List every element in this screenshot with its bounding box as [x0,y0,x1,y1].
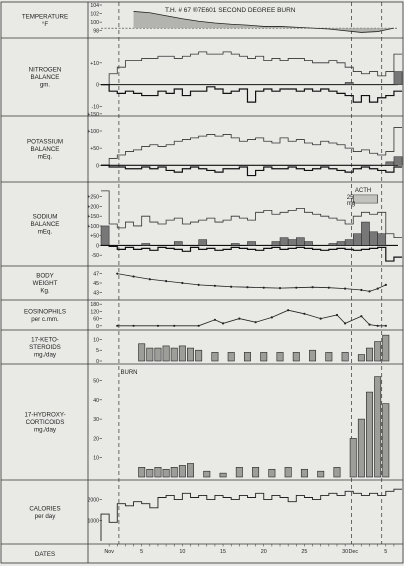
y-tick-label: 0 [96,82,99,89]
eosinophils-point [385,325,387,327]
eosinophils-point [320,318,322,320]
weight-point [198,284,200,286]
net-balance-bar [337,242,345,246]
y-tick-label: +200 [87,204,99,211]
y-tick-label: 30 [93,417,99,424]
eosinophils-point [287,309,289,311]
panel-label-nitrogen: BALANCE [30,74,60,81]
hydroxycorticoids-bar [155,467,161,477]
weight-point [328,287,330,289]
y-tick-label: +50 [90,233,99,240]
weight-point [132,275,134,277]
ketosteroids-bar [342,352,348,361]
panel-label-weight: BODY [36,272,54,280]
weight-point [344,288,346,290]
eosinophils-point [238,318,240,320]
panel-label-temperature: TEMPERATURE [21,13,69,21]
ketosteroids-bar [163,346,169,361]
weight-point [214,285,216,287]
panel-label-ketosteroids: STEROIDS [29,344,61,351]
y-tick-label: 60 [93,316,99,323]
y-tick-label: 10 [93,337,99,344]
panel-label-hydroxycorticoids: mg./day [33,426,57,434]
y-tick-label: -10 [91,104,99,111]
hydroxycorticoids-bar [163,469,169,477]
net-balance-bar [296,238,304,246]
weight-point [311,286,313,288]
panel-label-temperature: °F [41,20,49,28]
hydroxycorticoids-bar [171,467,177,477]
weight-point [385,284,387,286]
y-tick-label: -50 [91,253,99,260]
hydroxycorticoids-bar [187,463,193,477]
net-balance-bar [394,72,402,85]
ketosteroids-bar [293,352,299,361]
net-balance-bar [231,244,239,246]
ketosteroids-bar [383,335,389,361]
ketosteroids-bar [374,342,380,361]
eosinophils-point [198,325,200,327]
y-tick-label: 98 [93,28,99,35]
y-tick-label: +150 [87,111,99,118]
date-tick-label: Nov [104,549,114,555]
eosinophils-point [336,314,338,316]
panel-label-nitrogen: gm. [39,81,51,89]
net-balance-bar [394,157,402,166]
eosinophils-point [255,321,257,323]
hydroxycorticoids-bar [220,473,226,477]
eosinophils-point [368,324,370,326]
hydroxycorticoids-bar [358,419,364,477]
hydroxycorticoids-bar [204,471,210,477]
y-tick-label: 10 [93,455,99,462]
y-tick-label: +100 [87,129,99,135]
y-tick-label: 45 [93,281,99,287]
panel-label-hydroxycorticoids: 17-HYDROXY- [24,411,66,419]
panel-label-potassium: BALANCE [30,146,60,153]
y-tick-label: 40 [93,397,99,404]
eosinophils-point [173,325,175,327]
panel-label-sodium: SODIUM [32,213,58,221]
y-tick-label: 5 [96,348,99,355]
y-tick-label: +250 [87,194,99,201]
date-tick-label: 10 [179,549,186,555]
ketosteroids-bar [358,355,364,361]
hydroxycorticoids-bar [236,467,242,477]
weight-point [368,290,370,292]
hydroxycorticoids-bar [318,471,324,477]
net-balance-bar [361,222,369,245]
ketosteroids-bar [139,344,145,361]
chart-header: T.H. # 67 ®7E601 SECOND DEGREE BURN [165,7,296,14]
y-tick-label: 50 [93,378,99,385]
hydroxycorticoids-bar [350,438,356,477]
acth-unit-annotation: mg [346,201,356,207]
panel-label-calories: CALORIES [29,505,61,513]
panel-label-sodium: mEq. [37,228,53,236]
ketosteroids-bar [228,352,234,361]
y-tick-label: +150 [87,214,99,221]
y-tick-label: 0 [96,243,99,250]
panel-label-potassium: POTASSIUM [27,138,63,146]
hydroxycorticoids-bar [301,469,307,477]
eosinophils-point [377,325,379,327]
y-tick-label: +100 [87,223,99,230]
y-tick-label: +50 [90,146,99,153]
net-balance-bar [142,244,150,246]
net-balance-bar [280,238,288,246]
eosinophils-point [271,316,273,318]
hydroxycorticoids-bar [366,392,372,477]
hydroxycorticoids-bar [252,467,258,477]
net-balance-bar [353,234,361,246]
panel-label-calories: per day [34,512,56,520]
y-tick-label: 180 [90,302,99,309]
ketosteroids-bar [309,350,315,361]
ketosteroids-bar [155,348,161,361]
hydroxycorticoids-bar [334,467,340,477]
net-balance-bar [345,82,353,84]
date-tick-label: Dec [348,549,359,555]
hydroxycorticoids-bar [285,467,291,477]
hydroxycorticoids-bar [179,465,185,477]
weight-point [279,287,281,289]
eosinophils-point [214,319,216,321]
y-tick-label: 43 [93,290,99,297]
panel-label-hydroxycorticoids: CORTICOIDS [25,419,65,426]
weight-point [246,286,248,288]
ketosteroids-bar [187,348,193,361]
net-balance-bar [304,242,312,246]
eosinophils-point [222,322,224,324]
panel-label-weight: Kg. [40,287,50,295]
y-tick-label: 0 [96,359,99,365]
ketosteroids-bar [195,350,201,361]
weight-point [263,287,265,289]
hydroxycorticoids-bar [374,377,380,477]
weight-point [377,288,379,290]
hydroxycorticoids-bar [269,469,275,477]
y-tick-label: 102 [90,11,99,18]
panel-label-ketosteroids: mg./day [33,351,57,359]
y-tick-label: 0 [96,163,99,170]
y-tick-label: 2000 [87,497,99,504]
acth-dose-annotation: 25 [346,195,354,201]
net-balance-bar [370,232,378,246]
ketosteroids-bar [244,352,250,361]
panel-label-potassium: mEq. [37,153,53,161]
hydroxycorticoids-bar [147,469,153,477]
ketosteroids-bar [212,352,218,361]
net-balance-bar [101,226,109,246]
net-balance-bar [247,242,255,246]
y-tick-label: 0 [96,323,99,330]
date-tick-label: 20 [260,549,267,555]
net-balance-bar [272,242,280,246]
ketosteroids-bar [147,348,153,361]
weight-point [165,280,167,282]
eosinophils-point [157,325,159,327]
y-tick-label: +10 [90,60,99,67]
ketosteroids-bar [326,352,332,361]
panel-label-sodium: BALANCE [30,221,60,228]
weight-point [360,289,362,291]
net-balance-bar [386,162,394,165]
date-tick-label: 25 [301,549,308,555]
net-balance-bar [288,240,296,246]
ketosteroids-bar [277,352,283,361]
weight-point [230,286,232,288]
weight-point [116,273,118,275]
hydroxycorticoids-bar [139,467,145,477]
y-tick-label: 100 [90,20,99,27]
y-tick-label: 120 [90,309,99,316]
ketosteroids-bar [366,348,372,361]
date-tick-label: 5 [384,549,388,555]
panel-label-weight: WEIGHT [32,280,58,287]
y-tick-label: 1000 [87,518,99,525]
net-balance-bar [329,244,337,246]
panel-label-nitrogen: NITROGEN [28,66,62,74]
eosinophils-point [344,322,346,324]
y-tick-label: 104 [90,3,99,9]
burn-annotation: BURN [120,370,138,376]
eosinophils-point [116,325,118,327]
weight-point [149,278,151,280]
ketosteroids-bar [179,346,185,361]
net-balance-bar [174,242,182,246]
ketosteroids-bar [261,352,267,361]
date-tick-label: 15 [220,549,227,555]
date-tick-label: 30 [342,549,349,555]
weight-point [181,282,183,284]
panel-label-eosinophils: EOSINOPHILS [24,308,66,316]
weight-point [295,287,297,289]
y-tick-label: 20 [93,436,99,443]
dates-label: DATES [34,551,56,558]
hydroxycorticoids-bar [383,404,389,477]
eosinophils-point [303,313,305,315]
net-balance-bar [378,234,386,246]
net-balance-bar [199,240,207,246]
eosinophils-point [360,315,362,317]
acth-annotation: ACTH [354,188,372,194]
eosinophils-point [132,325,134,327]
ketosteroids-bar [171,348,177,361]
date-tick-label: 5 [140,549,144,555]
panel-label-ketosteroids: 17-KETO- [31,336,59,344]
y-tick-label: 47 [93,271,99,278]
panel-label-eosinophils: per c.mm. [31,315,59,323]
net-balance-bar [345,240,353,246]
